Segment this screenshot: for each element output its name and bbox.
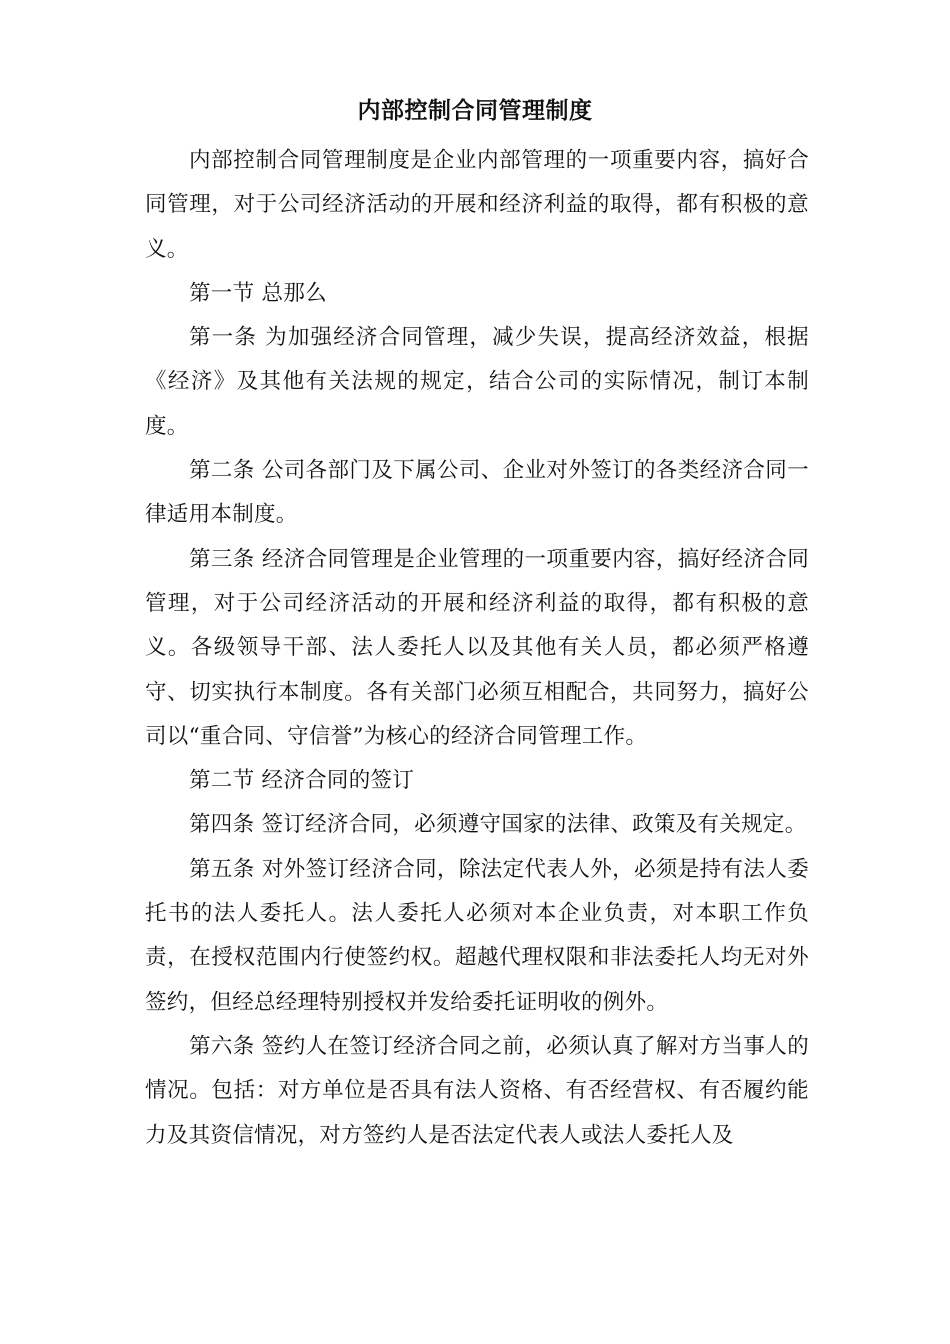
article-4: 第四条 签订经济合同，必须遵守国家的法律、政策及有关规定。 xyxy=(189,812,807,838)
document-body xyxy=(145,139,809,1158)
article-6: 第六条 签约人在签订经济合同之前，必须认真了解对方当事人的情况。包括：对方单位是否具有法人资格、有否经营权、有否履约能力及其资信情况，对方签约人是否法定代表人或法人委托人及 xyxy=(145,1033,809,1148)
section-heading-2: 第二节 经济合同的签订 xyxy=(189,768,415,794)
article-2: 第二条 公司各部门及下属公司、企业对外签订的各类经济合同一律适用本制度。 xyxy=(145,458,809,528)
document-title: 内部控制合同管理制度 xyxy=(357,98,593,124)
intro-paragraph: 内部控制合同管理制度是企业内部管理的一项重要内容，搞好合同管理，对于公司经济活动的开展和经济利益的取得，都有积极的意义。 xyxy=(145,148,809,262)
article-5: 第五条 对外签订经济合同，除法定代表人外，必须是持有法人委托书的法人委托人。法人委托人必须对本企业负责，对本职工作负责，在授权范围内行使签约权。超越代理权限和非法委托人均无对外签约，但经总经理特别授权并发给委托证明收的例外。 xyxy=(145,856,809,1015)
article-3: 第三条 经济合同管理是企业管理的一项重要内容，搞好经济合同管理，对于公司经济活动的开展和经济利益的取得，都有积极的意义。各级领导干部、法人委托人以及其他有关人员，都必须严格遵守、切实执行本制度。各有关部门必须互相配合，共同努力，搞好公司以“重合同、守信誉”为核心的经济合同管理工作。 xyxy=(145,546,809,749)
article-1: 第一条 为加强经济合同管理，减少失误，提高经济效益，根据《经济》及其他有关法规的规定，结合公司的实际情况，制订本制度。 xyxy=(145,325,809,439)
section-heading-1: 第一节 总那么 xyxy=(189,280,327,306)
